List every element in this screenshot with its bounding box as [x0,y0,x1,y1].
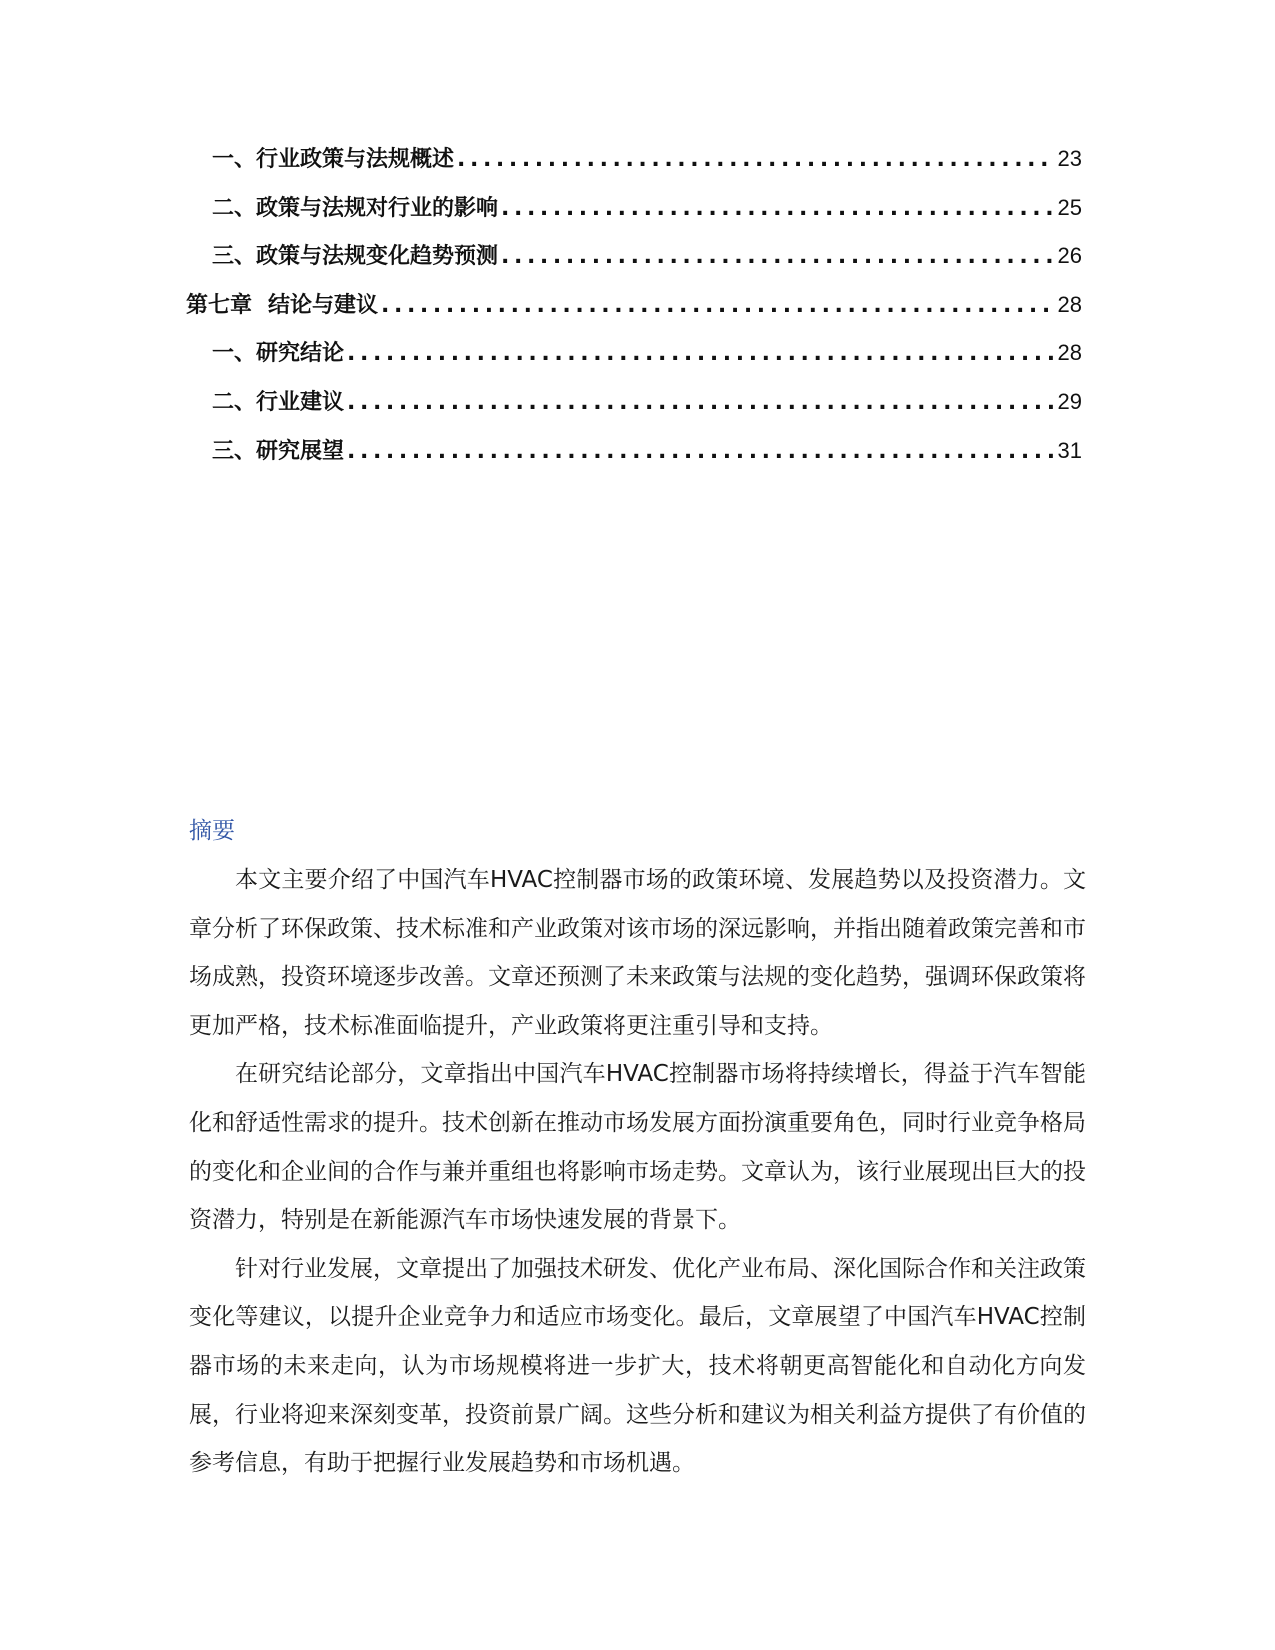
toc-dot-leader [347,390,1054,415]
toc-dot-leader [381,293,1054,318]
toc-entry-title: 研究展望 [256,438,345,464]
toc-entry-number: 三、 [212,438,257,464]
toc-chapter-number: 第七章 [186,292,253,318]
toc-entry-title: 政策与法规对行业的影响 [256,195,499,221]
table-of-contents [186,142,1082,482]
toc-entry-page: 26 [1057,243,1082,269]
abstract-paragraph: 本文主要介绍了中国汽车HVAC控制器市场的政策环境、发展趋势以及投资潜力。文章分析了环保政策、技术标准和产业政策对该市场的深远影响，并指出随着政策完善和市场成熟，投资环境逐步改善。文章还预测了未来政策与法规的变化趋势，强调环保政策将更加严格，技术标准面临提升，产业政策将更注重引导和支持。 [189,867,1086,1039]
toc-entry-page: 23 [1057,146,1082,171]
toc-dot-leader [347,341,1054,366]
toc-entry-title: 研究结论 [256,341,345,367]
toc-entry-page: 29 [1057,388,1082,414]
toc-chapter-entry[interactable] [186,288,1082,337]
toc-entry-page: 28 [1057,340,1082,366]
toc-entry[interactable] [186,142,1082,191]
toc-entry[interactable] [186,385,1082,434]
abstract-paragraph: 针对行业发展，文章提出了加强技术研发、优化产业布局、深化国际合作和关注政策变化等建议，以提升企业竞争力和适应市场变化。最后，文章展望了中国汽车HVAC控制器市场的未来走向，认为市场规模将进一步扩大，技术将朝更高智能化和自动化方向发展，行业将迎来深刻变革，投资前景广阔。这些分析和建议为相关利益方提供了有价值的参考信息，有助于把握行业发展趋势和市场机遇。 [189,1255,1086,1477]
toc-dot-leader [501,196,1054,221]
toc-entry-number: 三、 [212,244,257,270]
abstract-paragraph: 在研究结论部分，文章指出中国汽车HVAC控制器市场将持续增长，得益于汽车智能化和舒适性需求的提升。技术创新在推动市场发展方面扮演重要角色，同时行业竞争格局的变化和企业间的合作与兼并重组也将影响市场走势。文章认为，该行业展现出巨大的投资潜力，特别是在新能源汽车市场快速发展的背景下。 [189,1061,1086,1234]
toc-dot-leader [457,147,1054,172]
toc-entry-number: 二、 [212,195,257,221]
toc-entry-page: 31 [1057,437,1082,463]
abstract-body [189,856,1086,1488]
toc-entry-title: 行业政策与法规概述 [256,147,455,172]
toc-entry-page: 28 [1057,291,1082,317]
toc-entry-number: 一、 [212,147,257,172]
toc-entry-page: 25 [1057,194,1082,220]
toc-entry[interactable] [186,336,1082,385]
toc-entry-number: 二、 [212,389,257,415]
toc-entry[interactable] [186,434,1082,483]
toc-entry-title: 结论与建议 [268,292,379,318]
toc-entry[interactable] [186,239,1082,288]
toc-dot-leader [347,439,1054,464]
toc-entry[interactable] [186,191,1082,240]
toc-entry-title: 行业建议 [256,389,345,415]
abstract-heading: 摘要 [189,818,235,844]
toc-dot-leader [501,244,1054,269]
toc-entry-title: 政策与法规变化趋势预测 [256,244,499,270]
toc-entry-number: 一、 [212,341,257,367]
